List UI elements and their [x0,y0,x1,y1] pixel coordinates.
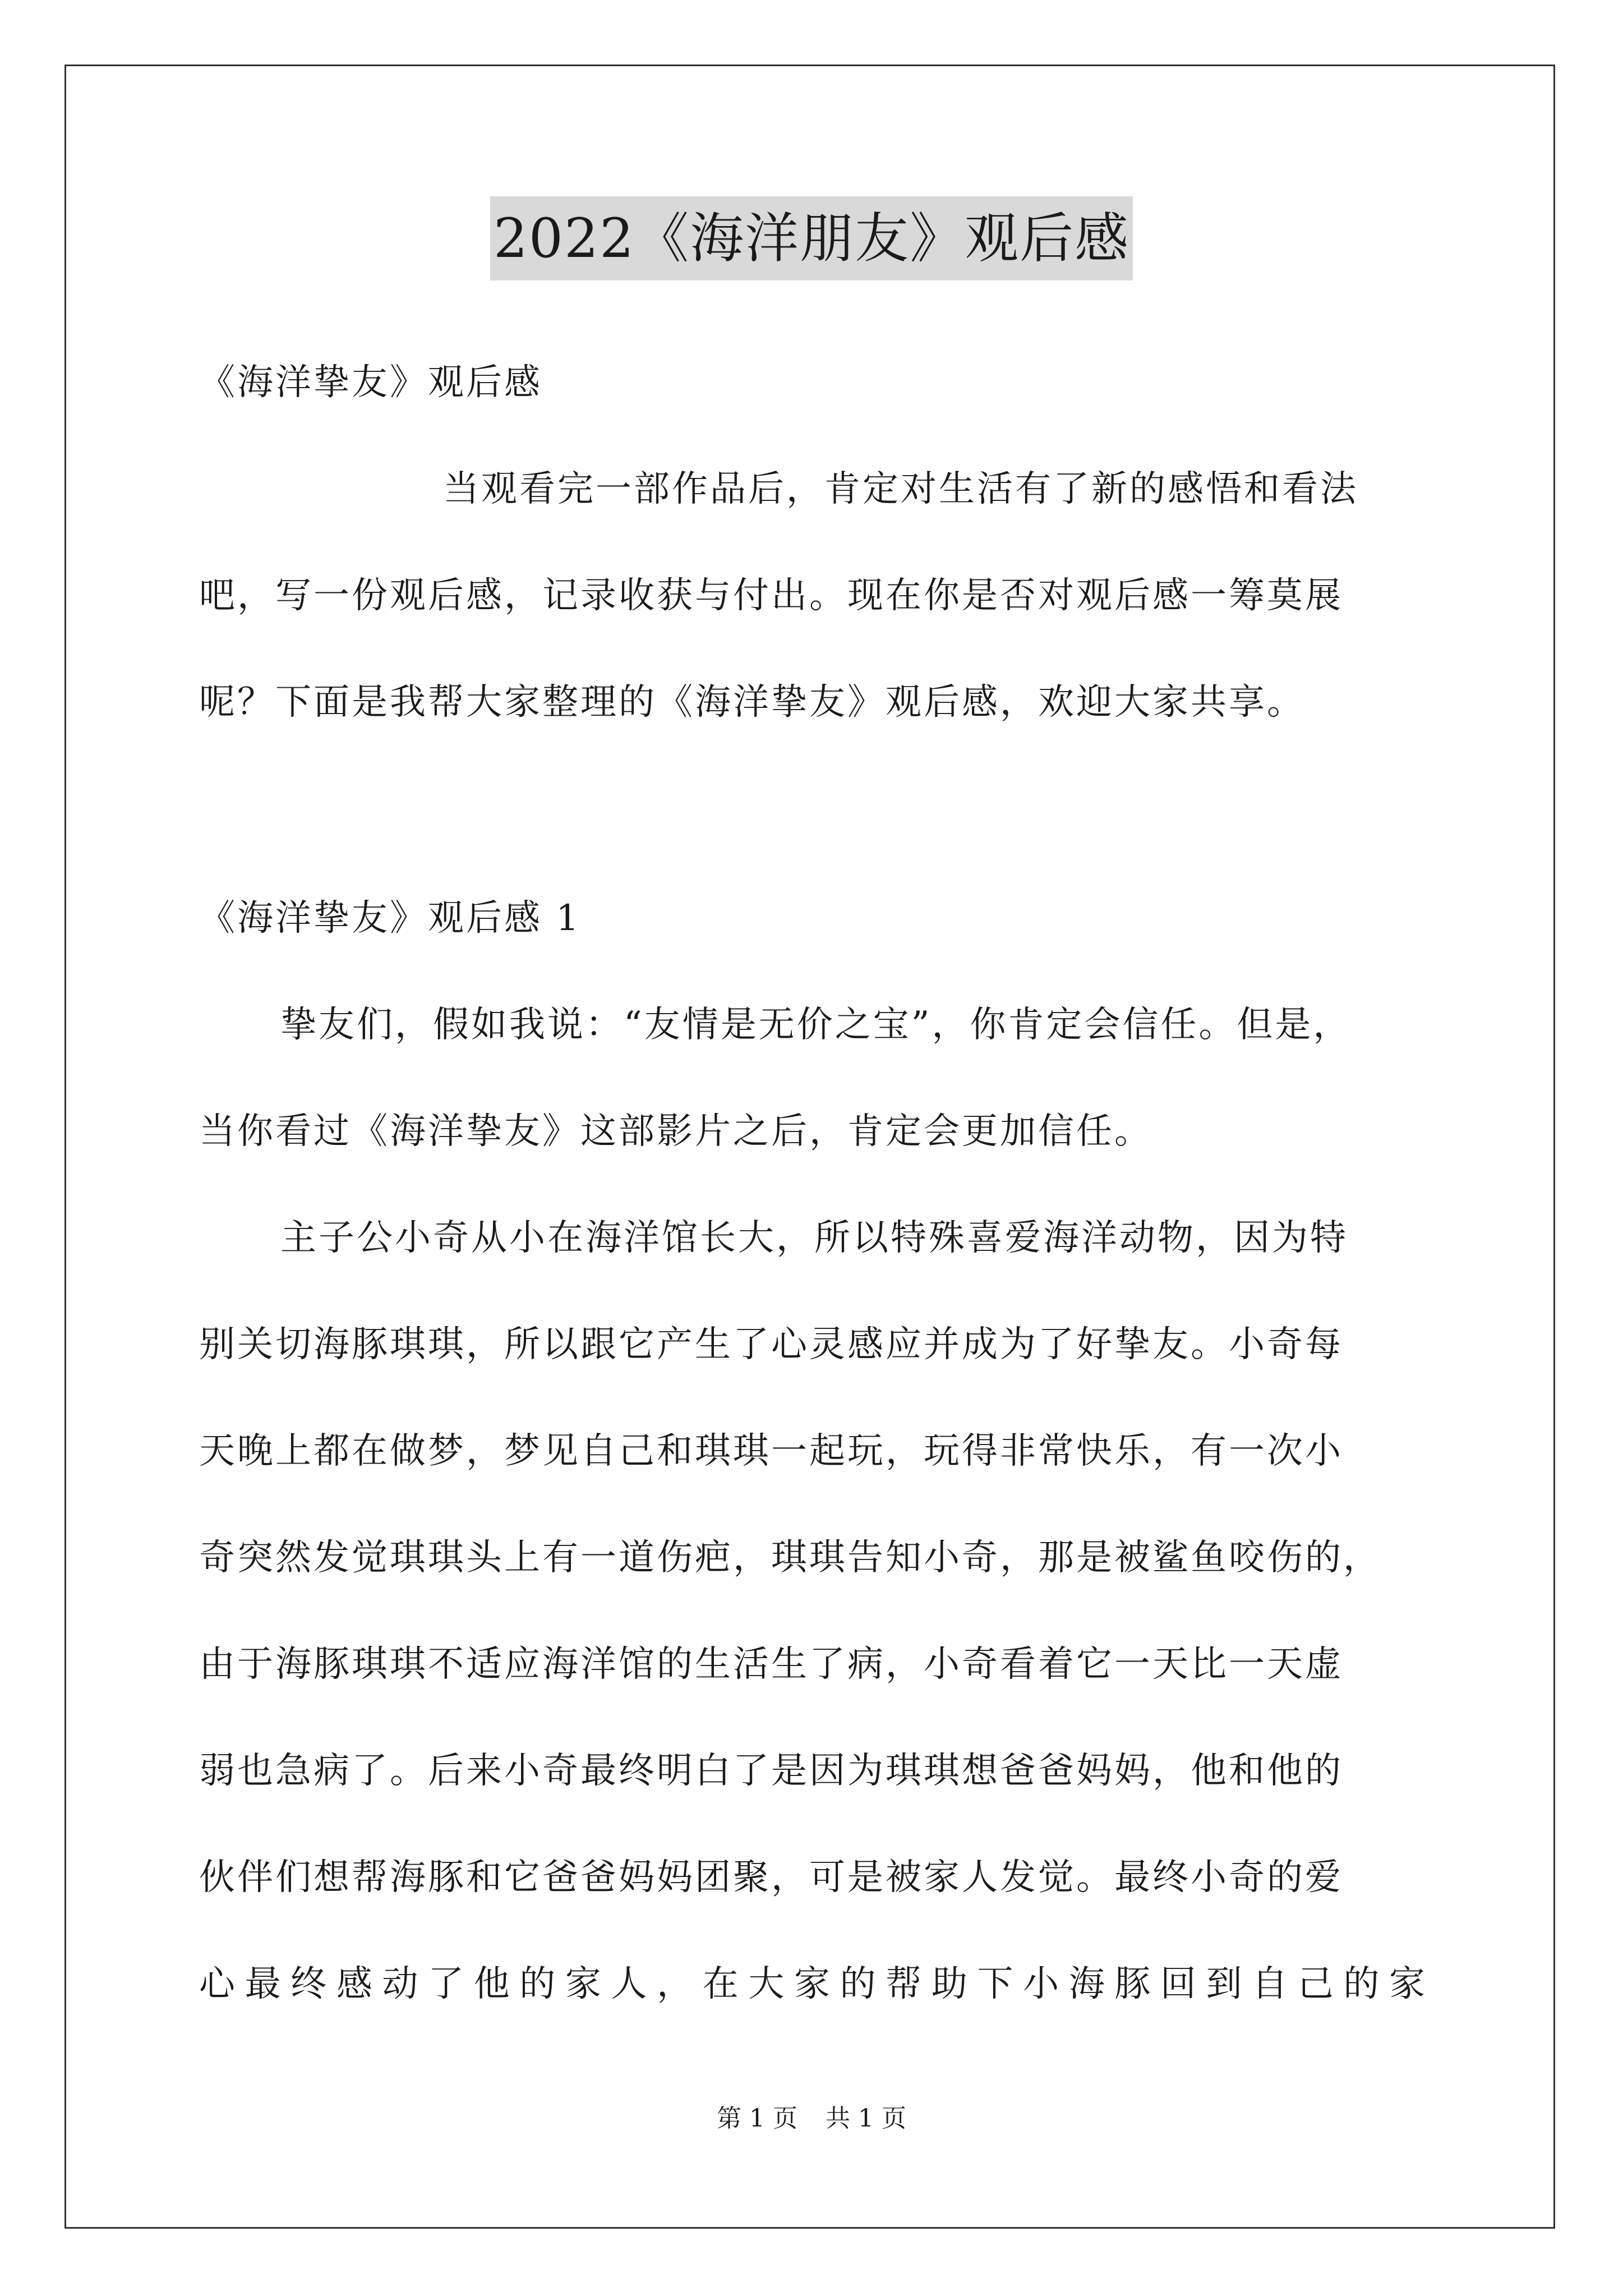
intro-line-3: 呢？下面是我帮大家整理的《海洋挚友》观后感，欢迎大家共享。 [199,682,1305,723]
page-title: 2022《海洋朋友》观后感 [490,196,1133,280]
subtitle: 《海洋挚友》观后感 [199,362,542,403]
para1-line-2: 当你看过《海洋挚友》这部影片之后，肯定会更加信任。 [199,1111,1152,1152]
intro-line-2: 吧，写一份观后感，记录收获与付出。现在你是否对观后感一筹莫展 [199,575,1343,616]
para2-line-8: 心最终感动了他的家人，在大家的帮助下小海豚回到自己的家 [199,1963,1427,2005]
para2-line-6: 弱也急病了。后来小奇最终明白了是因为琪琪想爸爸妈妈，他和他的 [199,1750,1343,1792]
para2-line-4: 奇突然发觉琪琪头上有一道伤疤，琪琪告知小奇，那是被鲨鱼咬伤的， [199,1537,1381,1579]
page-number: 第 1 页 [717,2104,797,2133]
para2-line-3: 天晚上都在做梦，梦见自己和琪琪一起玩，玩得非常快乐，有一次小 [199,1430,1343,1472]
section-heading: 《海洋挚友》观后感 1 [199,898,582,939]
page-total: 共 1 页 [826,2104,906,2133]
para1-line-1: 挚友们，假如我说：“友情是无价之宝”，你肯定会信任。但是， [280,1004,1352,1046]
para2-line-7: 伙伴们想帮海豚和它爸爸妈妈团聚，可是被家人发觉。最终小奇的爱 [199,1857,1343,1898]
page-footer [0,2098,1623,2134]
para2-line-5: 由于海豚琪琪不适应海洋馆的生活生了病，小奇看着它一天比一天虚 [199,1644,1343,1685]
intro-line-1: 当观看完一部作品后，肯定对生活有了新的感悟和看法 [443,468,1358,510]
title-wrap [0,196,1623,280]
para2-line-1: 主子公小奇从小在海洋馆长大，所以特殊喜爱海洋动物，因为特 [280,1217,1348,1259]
para2-line-2: 别关切海豚琪琪，所以跟它产生了心灵感应并成为了好挚友。小奇每 [199,1324,1343,1365]
